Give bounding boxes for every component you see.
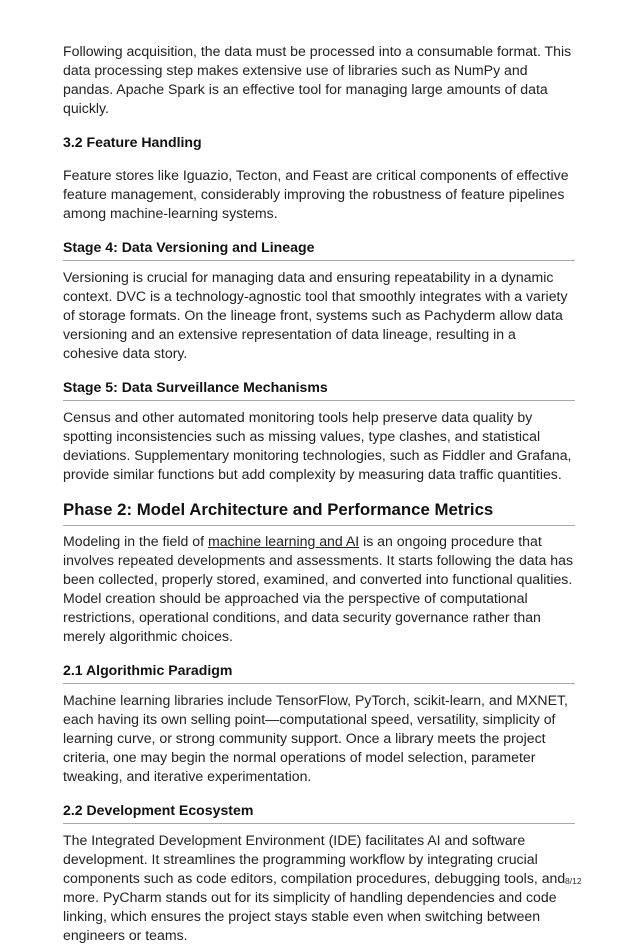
feature-handling-paragraph: Feature stores like Iguazio, Tecton, and Feast are critical components of effective feature management, considerably improving the robustness of feature pipelines among machine-learning systems.: [63, 167, 569, 221]
development-ecosystem-heading: 2.2 Development Ecosystem: [63, 801, 575, 824]
stage5-heading: Stage 5: Data Surveillance Mechanisms: [63, 378, 575, 401]
phase2-text-before-link: Modeling in the field of: [63, 533, 208, 549]
development-ecosystem-paragraph: The Integrated Development Environment (IDE) facilitates AI and software development. It streamlines the programming workflow by integrating crucial components such as code editors, compilation procedures, debugging tools, and more. PyCharm stands out for its simplicity of handling dependencies and code linking, which ensures the project stays stable even when switching between engineers or teams.: [63, 832, 566, 943]
intro-paragraph: Following acquisition, the data must be processed into a consumable format. This data processing step makes extensive use of libraries such as NumPy and pandas. Apache Spark is an effective tool for managing large amounts of data quickly.: [63, 43, 572, 116]
machine-learning-ai-link[interactable]: machine learning and AI: [207, 533, 360, 549]
phase2-heading: Phase 2: Model Architecture and Performance Metrics: [63, 499, 575, 526]
stage5-paragraph: Census and other automated monitoring tools help preserve data quality by spotting inconsistencies such as missing values, type clashes, and statistical deviations. Supplementary monitoring technologies, such as Fiddler and Grafana, provide similar functions but add complexity by measuring data traffic quantities.: [63, 409, 572, 482]
page-number: 8/12: [565, 876, 582, 886]
phase2-paragraph: [63, 532, 575, 646]
algorithmic-paradigm-heading: 2.1 Algorithmic Paradigm: [63, 661, 575, 684]
stage4-heading: Stage 4: Data Versioning and Lineage: [63, 238, 575, 261]
document-page: [63, 42, 575, 945]
stage4-paragraph: Versioning is crucial for managing data and ensuring repeatability in a dynamic context. DVC is a technology-agnostic tool that smoothly integrates with a variety of storage formats. On the lineage front, systems such as Pachyderm allow data versioning and an extensive representation of data lineage, resulting in a cohesive data story.: [63, 269, 568, 361]
phase2-text-after-link: is an ongoing procedure that involves repeated developments and assessments. It starts following the data has been collected, properly stored, examined, and converted into functional qualities. Model creation should be approached via the perspective of computational restrictions, operational conditions, and data security governance rather than merely algorithmic choices.: [63, 533, 574, 644]
algorithmic-paradigm-paragraph: Machine learning libraries include TensorFlow, PyTorch, scikit-learn, and MXNET, each having its own selling point—computational speed, versatility, simplicity of learning curve, or strong community support. Once a library meets the project criteria, one may begin the normal operations of model selection, parameter tweaking, and iterative experimentation.: [63, 692, 568, 784]
feature-handling-heading: 3.2 Feature Handling: [63, 134, 202, 150]
